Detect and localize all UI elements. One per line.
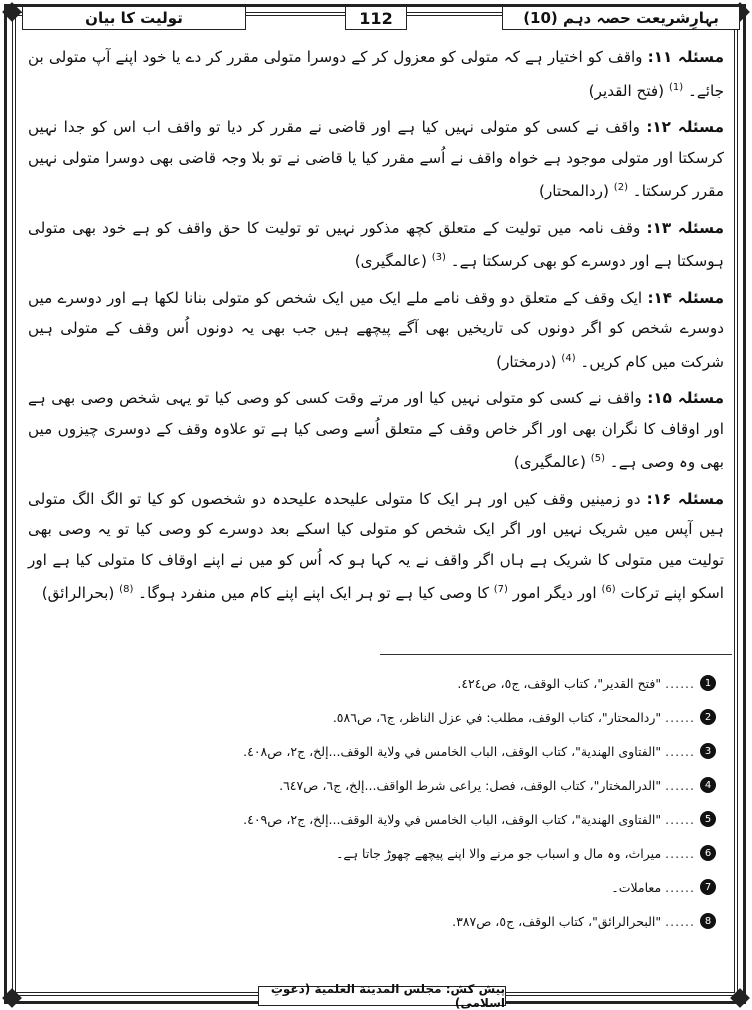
footnote-ref: (6) — [601, 584, 616, 596]
masala-label: مسئلہ ۱۱: — [647, 48, 724, 66]
footnote-leader: ...... — [665, 879, 695, 895]
footnote-number: 6 — [700, 845, 716, 861]
footnote-leader: ...... — [665, 777, 695, 793]
footnote-number: 1 — [700, 675, 716, 691]
footnote-leader: ...... — [665, 845, 695, 861]
masala-text: دو زمینیں وقف کیں اور ہر ایک کا متولی علیحدہ علیحدہ دو شخصوں کو کیا تو الگ الگ متولی ہیں آپس میں شریک نہیں اور اگر ایک شخص کو متولی کیا اسکے بعد دوسرے کو وصی کیا تو یہ وصی بھی تولیت میں متولی کا شریک ہے ہاں اگر واقف نے یہ کہا ہو کہ اُس کو میں نے اپنے اوقاف کا متولی کیا ہے اور اسکو اپنے ترکات — [28, 489, 724, 603]
masala-text: وقف نامہ میں تولیت کے متعلق کچھ مذکور نہیں تو تولیت کا حق واقف کو ہے خود بھی متولی ہوسکتا ہے اور دوسرے کو بھی کرسکتا ہے۔ — [28, 218, 724, 271]
footnote-8 — [28, 904, 716, 938]
footnote-number: 4 — [700, 777, 716, 793]
footnote-text: "الفتاوى الهندية"، كتاب الوقف، الباب الخامس في ولاية الوقف...إلخ، ج٢، ص٤٠٨. — [243, 743, 662, 759]
masala-label: مسئلہ ۱۵: — [647, 389, 724, 408]
masala-16 — [28, 484, 724, 609]
masala-label: مسئلہ ۱۲: — [646, 118, 724, 137]
page-number: 112 — [345, 6, 407, 30]
footnote-leader: ...... — [665, 811, 695, 827]
footnote-separator — [380, 654, 732, 655]
footnote-4 — [28, 768, 716, 802]
source-citation: (ردالمحتار) — [539, 182, 609, 201]
masala-label: مسئلہ ۱۴: — [647, 288, 724, 307]
publisher-footer: پیش کش: مجلس المدينة العلمية (دعوتِ اسلامی) — [258, 986, 506, 1006]
footnote-text: "ردالمحتار"، كتاب الوقف، مطلب: في عزل الناظر، ج٦، ص٥٨٦. — [332, 709, 662, 725]
masala-13 — [28, 213, 724, 277]
masala-label: مسئلہ ۱۶: — [646, 489, 724, 508]
footnote-number: 2 — [700, 709, 716, 725]
masala-text: کا وصی کیا ہے تو ہر ایک اپنے اپنے کام میں منفرد ہوگا۔ — [138, 584, 489, 603]
source-citation: (عالمگیری) — [513, 453, 586, 472]
footnote-leader: ...... — [665, 743, 695, 759]
footnote-text: معاملات۔ — [611, 879, 662, 895]
footnote-text: میراث، وہ مال و اسباب جو مرنے والا اپنے پیچھے چھوڑ جاتا ہے۔ — [336, 845, 662, 861]
footnote-leader: ...... — [665, 675, 695, 691]
footnote-3 — [28, 734, 716, 768]
source-citation: (عالمگیری) — [354, 252, 427, 271]
footnote-ref: (4) — [561, 352, 576, 364]
footnote-ref: (7) — [493, 584, 508, 596]
masala-11 — [28, 42, 724, 106]
footnote-leader: ...... — [665, 709, 695, 725]
masala-text: واقف نے کسی کو متولی نہیں کیا ہے اور قاضی نے مقرر کر دیا تو واقف اب اس کو جدا نہیں کرسکتا اور متولی موجود ہے خواہ واقف نے اُسے مقرر کیا یا قاضی نے تو بلا وجہ قاضی بھی دوسرا متولی نہیں مقرر کرسکتا۔ — [28, 118, 724, 201]
masala-text: واقف کو اختیار ہے کہ متولی کو معزول کر کے دوسرا متولی مقرر کر دے یا خود اپنے آپ متولی بن جائے۔ — [28, 48, 724, 100]
footnote-2 — [28, 700, 716, 734]
source-citation: (فتح القدیر) — [588, 81, 665, 100]
main-text — [28, 42, 724, 615]
footnote-7 — [28, 870, 716, 904]
masala-15 — [28, 383, 724, 478]
footnote-text: "فتح القدير"، كتاب الوقف، ج٥، ص٤٢٤. — [457, 675, 662, 691]
footnote-text: "البحرالرائق"، كتاب الوقف، ج٥، ص٣٨٧. — [452, 913, 662, 929]
footnote-ref: (3) — [431, 252, 446, 264]
footnote-6 — [28, 836, 716, 870]
masala-text: اور دیگر امور — [512, 584, 597, 603]
footnote-text: "الفتاوى الهندية"، كتاب الوقف، الباب الخامس في ولاية الوقف...إلخ، ج٢، ص٤٠٩. — [243, 811, 662, 827]
footnote-number: 5 — [700, 811, 716, 827]
footnote-number: 8 — [700, 913, 716, 929]
masala-14 — [28, 283, 724, 378]
chapter-title-header: تولیت کا بیان — [22, 6, 246, 30]
book-title-header: بہارِشریعت حصہ دہم (10) — [502, 6, 740, 30]
footnote-leader: ...... — [665, 913, 695, 929]
footnote-ref: (5) — [590, 453, 605, 465]
masala-text: ایک وقف کے متعلق دو وقف نامے ملے ایک میں ایک شخص کو متولی بنانا لکھا ہے اور دوسرے میں دوسرے شخص کو اگر دونوں کی تاریخیں بھی آگے پیچھے ہیں جب بھی یہ دونوں اُس وقف کے متولی ہیں شرکت میں کام کریں۔ — [28, 288, 724, 371]
footnote-1 — [28, 666, 716, 700]
masala-text: واقف نے کسی کو متولی نہیں کیا اور مرتے وقت کسی کو وصی کیا تو یہی شخص وصی بھی ہے اور اوقاف کا نگران بھی اور اگر خاص وقف کے متعلق اُسے وصی کیا ہے تو علاوہ وقف کے دوسری چیزوں میں بھی وہ وصی ہے۔ — [28, 389, 724, 472]
source-citation: (درمختار) — [496, 352, 557, 371]
footnote-text: "الدرالمختار"، كتاب الوقف، فصل: يراعى شرط الواقف...إلخ، ج٦، ص٦٤٧. — [279, 777, 662, 793]
footnote-ref: (2) — [613, 182, 628, 194]
footnote-number: 3 — [700, 743, 716, 759]
source-citation: (بحرالرائق) — [41, 584, 115, 603]
footnote-ref: (8) — [119, 584, 134, 596]
masala-label: مسئلہ ۱۳: — [646, 218, 724, 237]
footnote-ref: (1) — [668, 81, 684, 93]
masala-12 — [28, 112, 724, 207]
footnotes — [28, 666, 716, 938]
footnote-5 — [28, 802, 716, 836]
footnote-number: 7 — [700, 879, 716, 895]
